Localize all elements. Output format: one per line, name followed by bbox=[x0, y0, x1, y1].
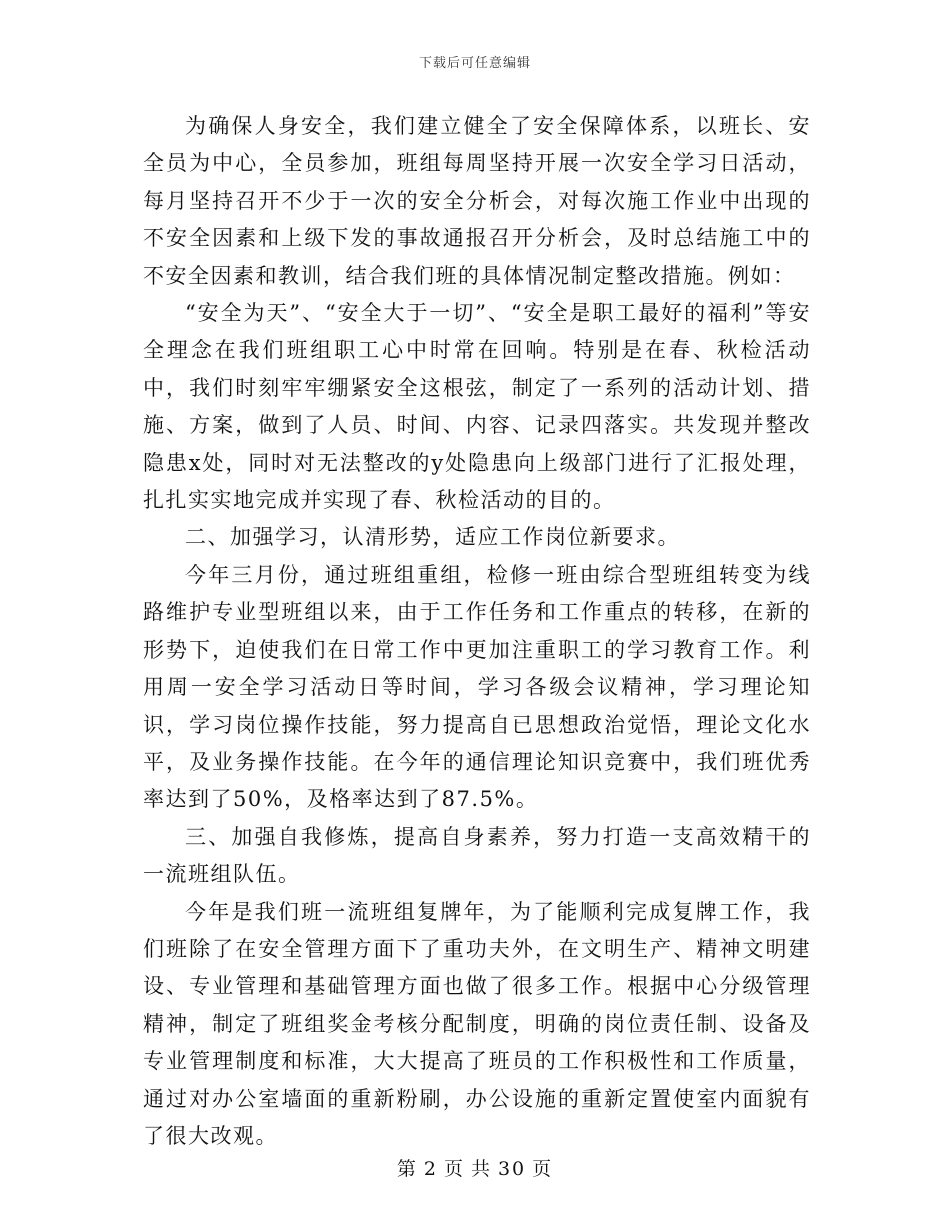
footer-suffix: 页 bbox=[532, 1158, 554, 1180]
paragraph-learning: 今年三月份，通过班组重组，检修一班由综合型班组转变为线路维护专业型班组以来，由于工作任务和工作重点的转移，在新的形势下，迫使我们在日常工作中更加注重职工的学习教育工作。利用周一安全学习活动日等时间，学习各级会议精神，学习理论知识，学习岗位操作技能，努力提高自已思想政治觉悟，理论文化水平，及业务操作技能。在今年的通信理论知识竞赛中，我们班优秀率达到了50%，及格率达到了87.5%。 bbox=[143, 562, 811, 812]
footer-current-page: 2 bbox=[423, 1158, 438, 1180]
heading-section-three: 三、加强自我修炼，提高自身素养，努力打造一支高效精干的一流班组队伍。 bbox=[143, 824, 811, 887]
footer-total-word: 共 bbox=[470, 1158, 492, 1180]
heading-section-two: 二、加强学习，认清形势，适应工作岗位新要求。 bbox=[185, 525, 680, 550]
paragraph-team-building: 今年是我们班一流班组复牌年，为了能顺利完成复牌工作，我们班除了在安全管理方面下了重功夫外，在文明生产、精神文明建设、专业管理和基础管理方面也做了很多工作。根据中心分级管理精神，制定了班组奖金考核分配制度，明确的岗位责任制、设备及专业管理制度和标准，大大提高了班员的工作积极性和工作质量，通过对办公室墙面的重新粉刷，办公设施的重新定置使室内面貌有了很大改观。 bbox=[143, 899, 811, 1148]
footer-total-pages: 30 bbox=[497, 1158, 527, 1180]
document-body bbox=[143, 108, 811, 1155]
header-note: 下载后可任意编辑 bbox=[418, 56, 531, 71]
page-footer bbox=[0, 1154, 950, 1181]
paragraph-safety-system: 为确保人身安全，我们建立健全了安全保障体系，以班长、安全员为中心，全员参加，班组每周坚持开展一次安全学习日活动，每月坚持召开不少于一次的安全分析会，对每次施工作业中出现的不安全因素和上级下发的事故通报召开分析会，及时总结施工中的不安全因素和教训，结合我们班的具体情况制定整改措施。例如： bbox=[143, 114, 811, 288]
footer-prefix: 第 bbox=[396, 1158, 418, 1180]
footer-page-word: 页 bbox=[443, 1158, 465, 1180]
paragraph-safety-slogans: “安全为天”、“安全大于一切”、“安全是职工最好的福利”等安全理念在我们班组职工心中时常在回响。特别是在春、秋检活动中，我们时刻牢牢绷紧安全这根弦，制定了一系列的活动计划、措施、方案，做到了人员、时间、内容、记录四落实。共发现并整改隐患x处，同时对无法整改的y处隐患向上级部门进行了汇报处理，扎扎实实地完成并实现了春、秋检活动的目的。 bbox=[143, 301, 811, 513]
